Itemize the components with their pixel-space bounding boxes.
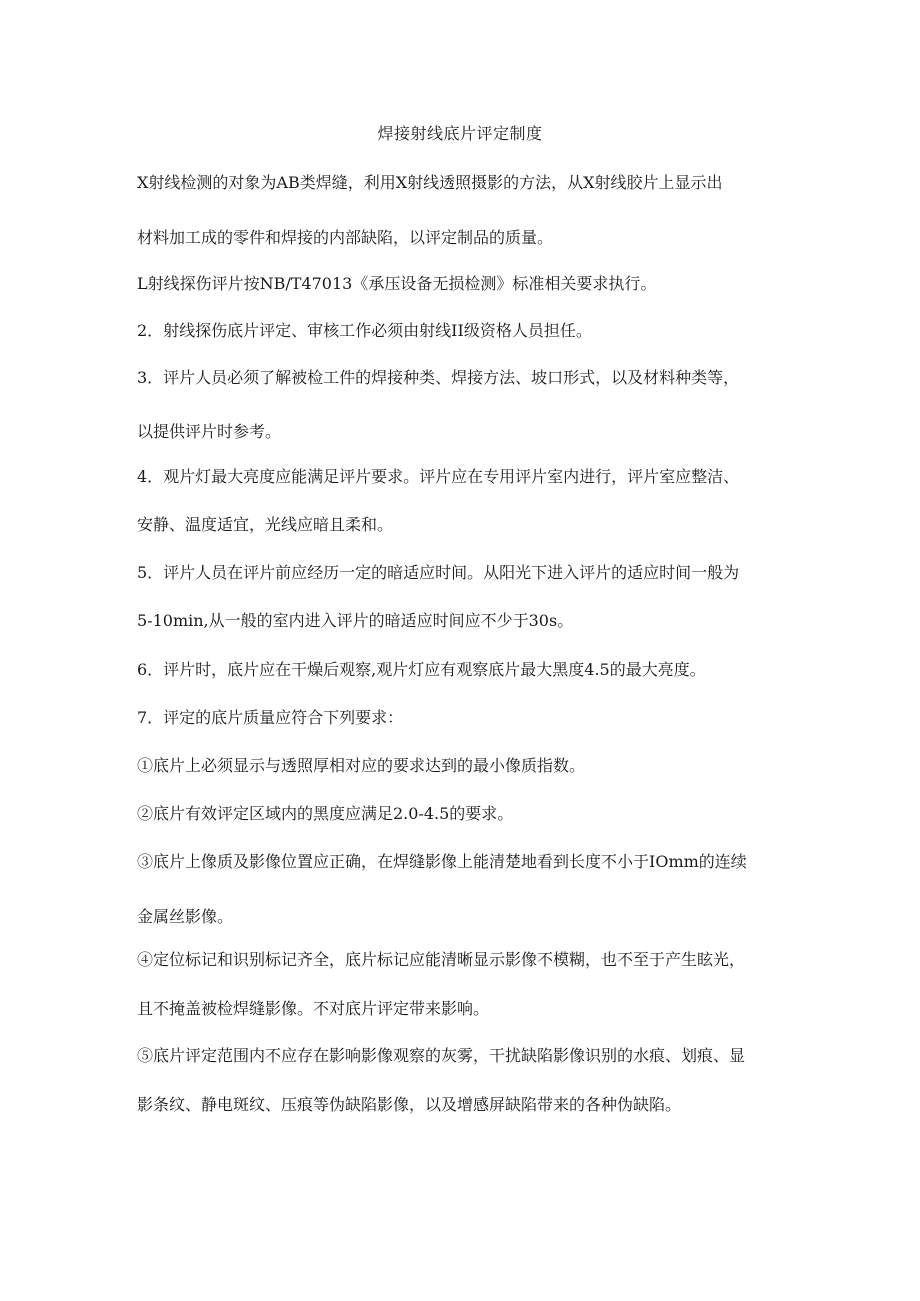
text-line: 影条纹、静电斑纹、压痕等伪缺陷影像，以及增感屏缺陷带来的各种伪缺陷。 [137,1095,682,1114]
text-line: 以提供评片时参考。 [137,422,282,441]
text-line: 5．评片人员在评片前应经历一定的暗适应时间。从阳光下进入评片的适应时间一般为 [137,563,740,582]
text-line: 7．评定的底片质量应符合下列要求： [137,708,404,727]
text-line: X射线检测的对象为AB类焊缝，利用X射线透照摄影的方法，从X射线胶片上显示出 [137,173,723,192]
text-line: ②底片有效评定区域内的黑度应满足2.0-4.5的要求。 [137,804,514,823]
text-line: 4．观片灯最大亮度应能满足评片要求。评片应在专用评片室内进行，评片室应整洁、 [137,467,740,486]
text-line: 3．评片人员必须了解被检工件的焊接种类、焊接方法、坡口形式，以及材料种类等， [137,368,740,387]
text-line: 金属丝影像。 [137,907,234,926]
text-line: ④定位标记和识别标记齐全，底片标记应能清晰显示影像不模糊，也不至于产生眩光， [137,950,746,969]
text-line: ①底片上必须显示与透照厚相对应的要求达到的最小像质指数。 [137,756,586,775]
text-line: 安静、温度适宜，光线应暗且柔和。 [137,515,394,534]
text-line: L射线探伤评片按NB/T47013《承压设备无损检测》标准相关要求执行。 [137,274,657,293]
document-title: 焊接射线底片评定制度 [377,124,543,143]
text-line: ③底片上像质及影像位置应正确，在焊缝影像上能清楚地看到长度不小于IOmm的连续 [137,852,747,871]
text-line: 6．评片时，底片应在干燥后观察,观片灯应有观察底片最大黑度4.5的最大亮度。 [137,660,706,679]
text-line: ⑤底片评定范围内不应存在影响影像观察的灰雾，干扰缺陷影像识别的水痕、划痕、显 [137,1046,746,1065]
text-line: 材料加工成的零件和焊接的内部缺陷，以评定制品的质量。 [137,228,554,247]
text-line: 且不掩盖被检焊缝影像。不对底片评定带来影响。 [137,999,490,1018]
text-line: 5-10min,从一般的室内进入评片的暗适应时间应不少于30s。 [137,611,574,630]
text-line: 2．射线探伤底片评定、审核工作必须由射线II级资格人员担任。 [137,321,592,340]
